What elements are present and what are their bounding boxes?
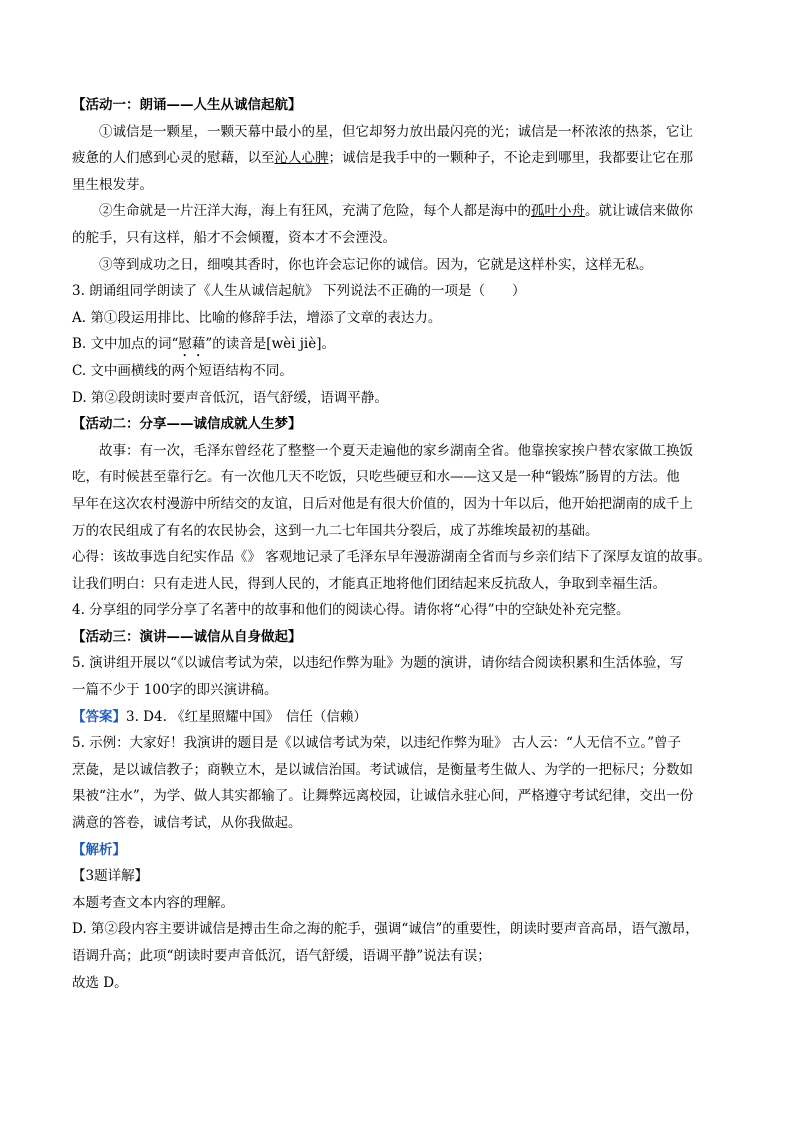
answer5-line4: 满意的答卷，诚信考试，从你我做起。 [72,815,302,832]
insight-line2: 让我们明白：只有走进人民，得到人民的，才能真正地将他们团结起来反抗敌人，争取到幸福生活。 [72,575,666,592]
question3-option-b [72,331,722,358]
poem-para2-line1-a: ②生命就是一片汪洋大海，海上有狂风，充满了危险，每个人都是海中的 [99,203,531,220]
poem-para1-line2-a: 疲惫的人们感到心灵的慰藉，以至 [72,150,275,167]
question5-line2: 一篇不少于 100字的即兴演讲稿。 [72,682,278,699]
analysis-line2: D. 第②段内容主要讲诚信是搏击生命之海的舵手，强调“诚信”的重要性，朗读时要声音高昂，语气激昂， [72,921,699,938]
analysis-line3: 语调升高；此项“朗读时要声音低沉，语气舒缓，语调平静”说法有误； [72,948,491,964]
question3-option-a: A. 第①段运用排比、比喻的修辞手法，增添了文章的表达力。 [72,309,442,326]
activity1-heading: 【活动一：朗诵——人生从诚信起航】 [72,97,302,113]
answer-line [72,704,722,731]
poem-para1-line3: 里生根发芽。 [72,176,153,193]
poem-para1-line2 [72,145,722,172]
answer-label: 【答案】 [72,708,126,725]
answer5-line3: 果被“注水”，为学、做人其实都输了。让舞弊远离校园，让诚信永驻心间，严格遵守考试纪律，交出一份 [72,788,694,805]
poem-para2-line2: 的舵手，只有这样，船才不会倾覆，资本才不会湮没。 [72,229,396,246]
poem-para3-line1: ③等到成功之日，细嗅其香时，你也许会忘记你的诚信。因为，它就是这样朴实，这样无私。 [99,256,653,273]
analysis-line1: 本题考查文本内容的理解。 [72,894,234,911]
underlined-phrase-1: 沁人心脾 [274,150,329,167]
activity3-heading: 【活动三：演讲——诚信从自身做起】 [72,628,302,645]
story-line4: 万的农民组成了有名的农民协会，这到一九二七年国共分裂后，成了苏维埃最初的基础。 [72,522,599,539]
answer-text: 3. D4. 《红星照耀中国》 信任（信赖） [126,708,367,725]
analysis-line4: 故选 D。 [72,974,128,991]
poem-para2-line1 [72,198,722,225]
document-page [72,92,722,996]
question3-stem: 3. 朗诵组同学朗读了《人生从诚信起航》 下列说法不正确的一项是（ ） [72,283,526,300]
question5-line1: 5. 演讲组开展以“《以诚信考试为荣，以违纪作弊为耻》为题的演讲，请你结合阅读积累和生活体验，写 [72,655,684,672]
option-b-a: B. 文中加点的词“ [72,336,179,353]
question3-option-d: D. 第②段朗读时要声音低沉，语气舒缓，语调平静。 [72,389,388,406]
story-line2: 吃，有时候甚至靠行乞。有一次他几天不吃饭，只吃些硬豆和水——这又是一种“锻炼”肠胃的方法。他 [72,469,680,486]
answer5-line1: 5. 示例：大家好！我演讲的题目是《以诚信考试为荣，以违纪作弊为耻》 古人云：“人无信不立。”曾子 [72,735,682,752]
analysis-sub-heading: 【3题详解】 [72,868,149,885]
story-line3: 早年在这次农村漫游中所结交的友谊，日后对他是有很大价值的，因为十年以后，他开始把湖南的成千上 [72,495,693,512]
underlined-phrase-2: 孤叶小舟 [531,203,585,220]
question3-option-c: C. 文中画横线的两个短语结构不同。 [72,362,293,379]
story-line1: 故事：有一次，毛泽东曾经花了整整一个夏天走遍他的家乡湖南全省。他靠挨家挨户替农家做工换饭 [99,442,693,459]
analysis-label: 【解析】 [72,841,126,858]
poem-para2-line1-b: 。就让诚信来做你 [585,203,693,220]
dotted-word: 慰藉 [178,336,206,353]
question4: 4. 分享组的同学分享了名著中的故事和他们的阅读心得。请你将“心得”中的空缺处补充完整。 [72,602,630,619]
insight-line1: 心得：该故事选自纪实作品《》 客观地记录了毛泽东早年漫游湖南全省而与乡亲们结下了深厚友谊的故事。 [72,549,711,566]
option-b-b: ”的读音是[wèi jiè]。 [205,336,335,353]
poem-para1-line1: ①诚信是一颗星，一颗天幕中最小的星，但它却努力放出最闪亮的光；诚信是一杯浓浓的热茶，它让 [99,123,693,140]
poem-para1-line2-b: ；诚信是我手中的一颗种子，不论走到哪里，我都要让它在那 [328,150,693,167]
answer5-line2: 烹彘，是以诚信教子；商鞅立木，是以诚信治国。考试诚信，是衡量考生做人、为学的一把标尺；分数如 [72,761,693,778]
activity2-heading: 【活动二：分享——诚信成就人生梦】 [72,416,302,433]
